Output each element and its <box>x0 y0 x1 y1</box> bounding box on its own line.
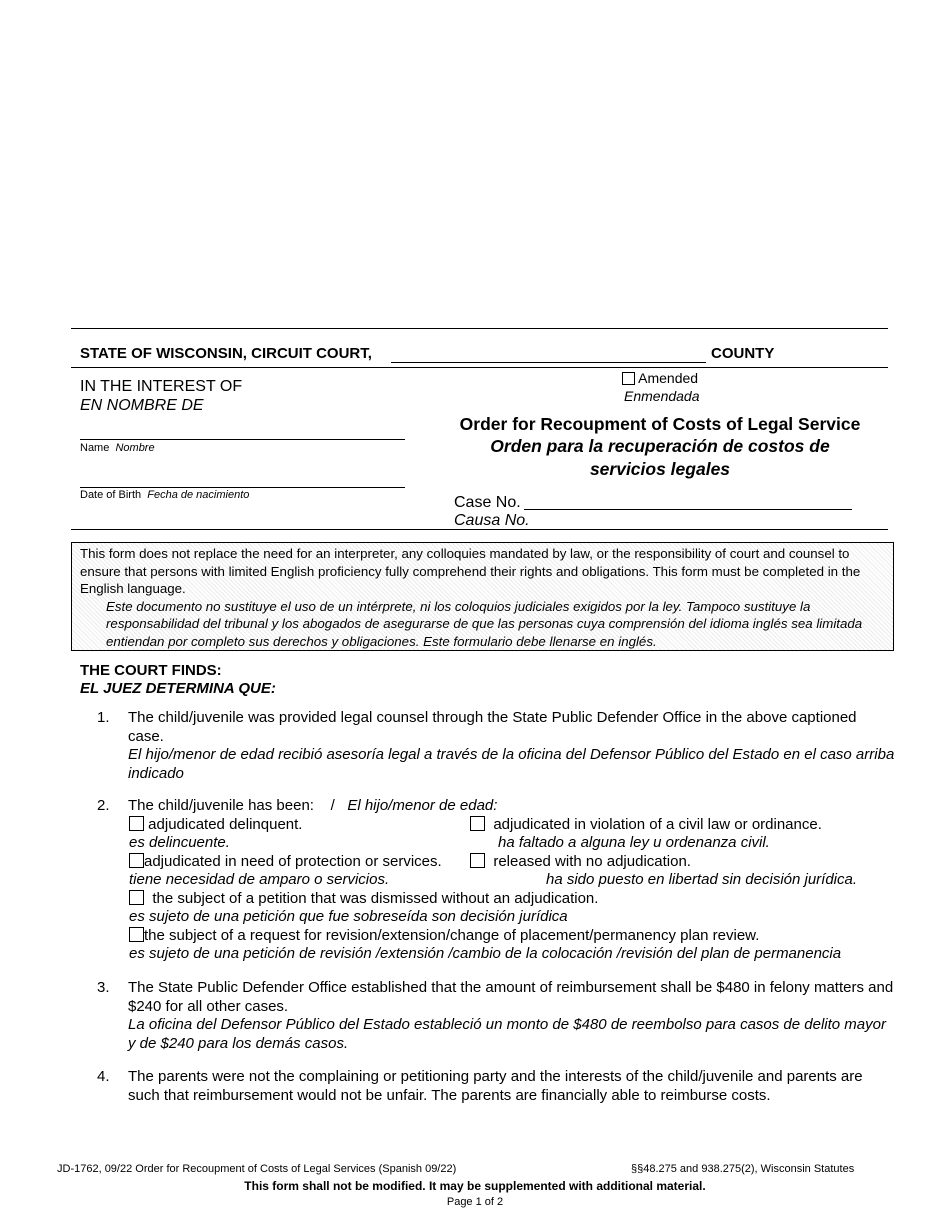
findings-heading-es: EL JUEZ DETERMINA QUE: <box>80 680 276 697</box>
item-4-en: The parents were not the complaining or petitioning party and the interests of the child/juvenile and parents are such that reimbursement would not be unfair. The parents are financially able to reimburse costs. <box>128 1068 863 1104</box>
option-adjudicated-delinquent[interactable]: adjudicated delinquent. <box>129 816 302 834</box>
form-title-es-line2: servicios legales <box>589 459 731 479</box>
name-label: Name Nombre <box>80 442 155 454</box>
checkbox[interactable] <box>129 816 144 831</box>
footer-notice: This form shall not be modified. It may be supplemented with additional material. <box>244 1179 706 1193</box>
footer-page-number: Page 1 of 2 <box>446 1196 504 1208</box>
item-3-es: La oficina del Defensor Público del Estado estableció un monto de $480 de reembolso para casos de delito mayor y de $240 para los demás casos. <box>128 1016 886 1052</box>
amended-checkbox[interactable] <box>622 372 635 385</box>
option-es: es sujeto de una petición de revisión /extensión /cambio de la colocación /revisión del plan de permanencia <box>129 945 842 962</box>
case-no-label: Case No. <box>454 494 521 511</box>
item-3-number: 3. <box>97 979 110 996</box>
item-2-intro: The child/juvenile has been: / El hijo/menor de edad: <box>128 797 498 814</box>
interpreter-notice <box>71 542 894 651</box>
item-3 <box>128 979 896 1053</box>
option-es: es sujeto de una petición que fue sobreseída son decisión jurídica <box>129 908 568 925</box>
option-released[interactable]: released with no adjudication. <box>470 853 691 871</box>
interest-label-es: EN NOMBRE DE <box>80 397 204 414</box>
option-es: es delincuente. <box>129 834 230 851</box>
item-1-en: The child/juvenile was provided legal counsel through the State Public Defender Office in the above captioned case. <box>128 709 857 745</box>
county-label: COUNTY <box>711 345 775 362</box>
footer-statutes: §§48.275 and 938.275(2), Wisconsin Statutes <box>631 1163 855 1175</box>
checkbox[interactable] <box>129 890 144 905</box>
court-label: STATE OF WISCONSIN, CIRCUIT COURT, <box>80 345 372 362</box>
item-3-en: The State Public Defender Office established that the amount of reimbursement shall be $480 in felony matters and $240 for all other cases. <box>128 979 894 1015</box>
option-need-protection[interactable]: adjudicated in need of protection or services. <box>129 853 442 871</box>
option-petition-dismissed[interactable]: the subject of a petition that was dismissed without an adjudication. <box>129 890 598 908</box>
notice-en: This form does not replace the need for an interpreter, any colloquies mandated by law, or the responsibility of court and counsel to ensure that persons with limited English proficiency fully comprehend their rights and obligations. This form must be completed in the English language. <box>80 546 861 596</box>
header-bottom-rule <box>71 529 888 530</box>
checkbox[interactable] <box>129 927 144 942</box>
findings-heading: THE COURT FINDS: <box>80 662 222 679</box>
option-es: ha sido puesto en libertad sin decisión jurídica. <box>546 871 858 888</box>
amended-option[interactable]: Amended <box>622 370 698 387</box>
checkbox[interactable] <box>470 816 485 831</box>
checkbox[interactable] <box>470 853 485 868</box>
case-no-label-es: Causa No. <box>454 512 530 529</box>
option-civil-violation[interactable]: adjudicated in violation of a civil law or ordinance. <box>470 816 822 834</box>
footer-form-id: JD-1762, 09/22 Order for Recoupment of Costs of Legal Services (Spanish 09/22) <box>57 1163 457 1175</box>
option-es: ha faltado a alguna ley u ordenanza civil. <box>498 834 770 851</box>
checkbox[interactable] <box>129 853 144 868</box>
notice-es: Este documento no sustituye el uso de un intérprete, ni los coloquios judiciales exigidos por la ley. Tampoco sustituye la responsabilidad del tribunal y los abogados de asegurarse de que las personas cuya comprensión del idioma inglés sea limitada entiendan por completo sus derechos y obligaciones. Este formulario debe llenarse en inglés. <box>106 598 863 649</box>
item-4 <box>128 1068 868 1105</box>
case-no-field[interactable] <box>524 509 852 510</box>
header-rule <box>71 367 888 368</box>
county-field[interactable] <box>391 362 706 363</box>
item-1-number: 1. <box>97 709 110 726</box>
option-revision-request[interactable]: the subject of a request for revision/extension/change of placement/permanency plan review. <box>129 927 759 945</box>
item-1 <box>128 709 896 783</box>
item-2-number: 2. <box>97 797 110 814</box>
item-1-es: El hijo/menor de edad recibió asesoría legal a través de la oficina del Defensor Público del Estado en el caso arriba indicado <box>128 746 895 782</box>
interest-label: IN THE INTEREST OF <box>80 378 243 395</box>
name-field[interactable] <box>80 438 405 440</box>
form-title: Order for Recoupment of Costs of Legal Service <box>459 414 861 434</box>
form-title-es-line1: Orden para la recuperación de costos de <box>490 436 830 456</box>
dob-label: Date of Birth Fecha de nacimiento <box>80 489 250 501</box>
amended-label-es: Enmendada <box>624 388 700 404</box>
option-es: tiene necesidad de amparo o servicios. <box>129 871 390 888</box>
top-rule <box>71 328 888 329</box>
dob-field[interactable] <box>80 486 405 488</box>
item-4-number: 4. <box>97 1068 110 1085</box>
